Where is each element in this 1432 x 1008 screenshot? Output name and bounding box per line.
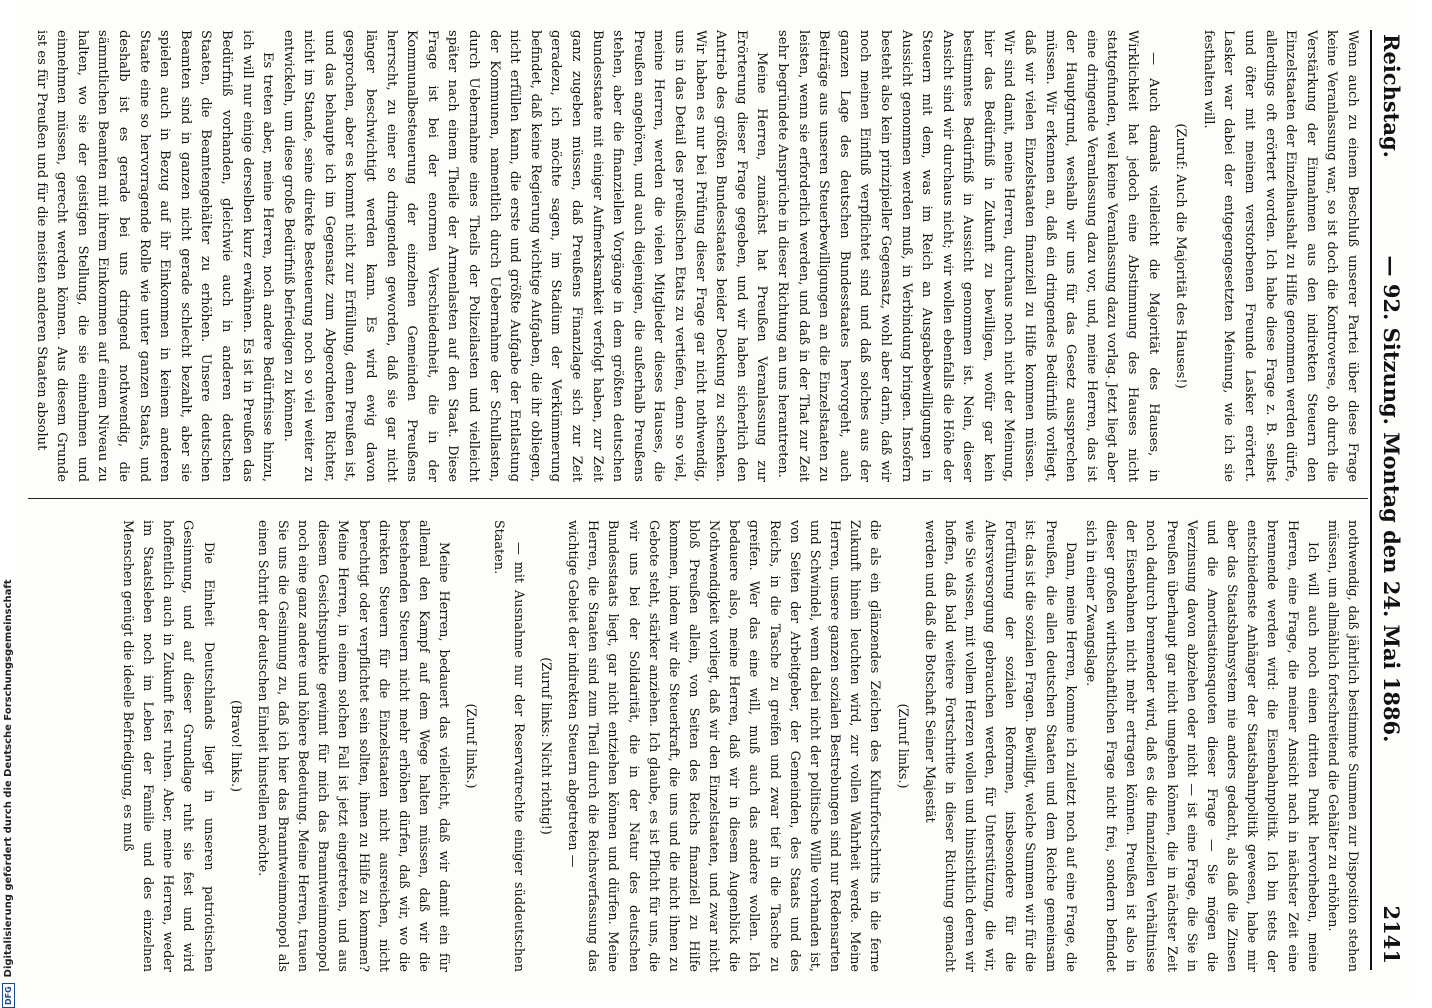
interjection: (Zuruf links: Nicht richtig!) (537, 657, 553, 835)
header-center: — 92. Sitzung. Montag den 24. Mai 1886. (1379, 255, 1404, 743)
interjection: (Zuruf links.) (463, 703, 479, 789)
interjection: (Bravo! links.) (227, 699, 243, 793)
page-number: 2141 (1379, 905, 1404, 964)
paragraph: nothwendig, daß jährlich bestimmte Summen zur Disposition stehen müssen, um allmählich fortschreitend die Gehälter zu erhöhen. (1324, 520, 1360, 972)
page-header (1374, 34, 1404, 964)
paragraph: — mit Ausnahme nur der Reservatrechte einiger süddeutschen Staaten. (490, 520, 526, 972)
header-rule (1370, 30, 1372, 970)
digitization-stamp (2, 12, 16, 1008)
paragraph: Dann, meine Herren, komme ich zuletzt noch auf eine Frage, die Preußen, die allen deutschen Staaten und dem Reiche gemeinsam ist: das ist die sozialen Fragen. Bewilligt, welche Summen wir für die Fortführung der sozialen Reformen, insbesondere für die Altersversorgung gebrauchen werden, für Unterstützung, die wir, wie Sie wissen, mit vollem Herzen wollen und hinsichtlich deren wir hoffen, daß bald weitere Fortschritte in dieser Richtung gemacht werden und daß die Botschaft Seiner Majestät (921, 520, 1078, 972)
header-left: Reichstag. (1379, 34, 1404, 158)
paragraph: — Auch damals vielleicht die Majorität des Hauses, in Wirklichkeit hat jedoch eine Abstimmung des Hauses nicht stattgefunden, weil keine Veranlassung dazu vorlag. Jetzt liegt aber eine dringende Veranlassung dazu vor, und, meine Herren, das ist der Hauptgrund, weshalb wir uns für das Gesetz aussprechen müssen. Wir erkennen an, daß ein dringendes Bedürfniß vorliegt, daß wir vielen Einzelstaaten finanziell zu Hilfe kommen müssen. Wir sind damit, meine Herren, durchaus noch nicht der Meinung, hier das Bedürfniß in Zukunft zu bewilligen, wofür gar kein bestimmtes Bedürfniß in Aussicht genommen ist. Nein, dieser Ansicht sind wir durchaus nicht; wir wollen ebenfalls die Höhe der Steuern mit dem, was im Reich an Ausgabebewilligungen in Aussicht genommen werden muß, in Verbindung bringen. Insofern besteht also kein prinzipieller Gegensatz, wohl aber darin, daß wir noch meinen Einfluß verpflichtet sind und daß solches aus der ganzen Lage des deutschen Bundesstaates hervorgeht, auch Beiträge aus unseren Steuerbewilligungen an die Einzelstaaten zu leisten, wenn sie erforderlich werden, und daß in der That zur Zeit sehr begründete Ansprüche in dieser Richtung an uns herantreten. (774, 30, 1161, 482)
paragraph: Die Einheit Deutschlands liegt in unseren patriotischen Gesinnung, und auf dieser Grundlage ruht sie fest und wird hoffentlich auch in Zukunft fest ruhen. Aber, meine Herren, weder im Staatsleben noch im Leben der Familie und des einzelnen Menschen genügt die ideelle Befriedigung, es muß (119, 520, 216, 972)
interjection: (Zuruf: Auch die Majorität des Hauses!) (1173, 123, 1189, 389)
paragraph: Es treten aber, meine Herren, noch andere Bedürfnisse hinzu, ich will nur einige derselben kurz erwähnen. Es ist in Preußen das Bedürfniß vorhanden, gleichwie auch in anderen deutschen Staaten, die Beamtengehälter zu erhöhen. Unsere deutschen Beamten sind in ganzen nicht gerade schlecht bezahlt, aber sie spielen auch in Bezug auf ihr Einkommen in keinem anderen Staate eine so hervorragende Rolle wie unter ganzen Staats, und deshalb ist es gerade bei uns dringend nothwendig, die sämmtlichen Beamten mit ihrem Einkommen auf einem Niveau zu halten, wo sie der geistigen Stellung, die sie einnehmen und einnehmen müssen, gerecht werden können. Aus diesem Grunde ist es für Preußen und für die meisten anderen Staaten absolut (33, 30, 276, 482)
interjection: (Zuruf links.) (894, 703, 910, 789)
paragraph: Ich will auch noch einen dritten Punkt hervorheben, meine Herren, eine Frage, die meiner Ansicht nach in nächster Zeit eine brennende werden wird: die Eisenbahnpolitik. Ich bin stets der entschiedenste Anhänger der Staatsbahnpolitik gewesen, habe mir aber das Staatsbahnsystem nie anders gedacht, als daß die Zinsen und die Amortisationsquoten dieser Frage — Sie mögen die Verzinsung davon abziehen oder nicht — ist eine Frage, die Sie in Preußen überhaupt gar nicht umgehen können, die in nächster Zeit noch dadurch brennender wird, daß es die finanziellen Verhältnisse der Eisenbahnen nicht mehr ertragen können. Preußen ist also in dieser großen wirthschaftlichen Frage nicht frei, sondern befindet sich in einer Zwangslage. (1082, 520, 1320, 972)
dfg-logo-icon: DFG (2, 983, 15, 1008)
paragraph: Wenn auch zu einem Beschluß unserer Partei über diese Frage keine Veranlassung war, so ist doch die Kontroverse, ob durch die Verstärkung der Einnahmen aus den indirekten Steuern den Einzelstaaten der Einzelhaushalt zu Hilfe genommen werden dürfe, allerdings oft erörtert worden. Ich habe diese Frage z. B. selbst und öfter mit meinem verstorbenen Freunde Lasker erörtert. Lasker war dabei der entgegengesetzten Meinung, wie ich sie festhalten will. (1200, 30, 1360, 482)
left-column (30, 30, 1362, 482)
column-divider (28, 498, 1368, 499)
paragraph: Meine Herren, zunächst hat Preußen Veranlassung zur Erörterung dieser Frage gegeben, und wir haben sicherlich den Antrieb des größten Bundesstaates beider Deckung zu schenken. Wir haben es nur bei Prüfung dieser Frage gar nicht nothwendig, uns in das Detail des preußischen Etats zu vertiefen, denn so viel, meine Herren, werden die vielen Mitglieder dieses Hauses, die Preußen angehören, und auch diejenigen, die außerhalb Preußens stehen, aber die finanziellen Vorgänge in dem größten deutschen Bundesstaate mit einiger Aufmerksamkeit verfolgt haben, zur Zeit ganz zugeben müssen, daß Preußens Finanzlage sich zur Zeit geradezu, ich möchte sagen, im Stadium der Verkümmerung befindet, daß keine Regierung wichtige Aufgaben, die ihr obliegen, nicht erfüllen kann, die erste und größte Aufgabe der Entlastung der Kommunen, namentlich durch Uebernahme der Schullasten, durch Uebernahme eines Theils der Polizeilasten und vielleicht später nach einem Theile der Armenlasten auf den Staat. Diese Frage ist bei der enormen Verschiedenheit, die in der Kommunalbesteuerung der einzelnen Gemeinden Preußens herrscht, zu einer so dringenden geworden, daß sie gar nicht länger beschwichtigt werden kann. Es wird ewig davon gesprochen, aber es kommt nicht zur Erfüllung, denn Preußen ist, und das behaupte ich im Gegensatz zum Abgeordneten Richter, nicht im Stande, seine direkte Besteuerung noch so viel weiter zu entwickeln, um diese große Bedürfniß befriedigen zu können. (280, 30, 770, 482)
document-page (16, 0, 1416, 1000)
paragraph: die als ein glänzendes Zeichen des Kulturfortschritts in die ferne Zukunft hinein leuchten wird, zur vollen Wahrheit werde. Meine Herren, unsere ganzen sozialen Bestrebungen sind nur Redensarten und Schwindel, wenn dabei nicht der politische Wille vorhanden ist, von Seiten der Arbeitgeber, der Gemeinden, des Staats und des Reichs, in die Tasche zu greifen und zwar tief in die Tasche zu greifen. Wer das eine will, muß auch das andere wollen. Ich bedauere also, meine Herren, daß wir in diesem Augenblick die Nothwendigkeit vorliegt, daß wir den Einzelstaaten, und zwar nicht bloß Preußen allein, von Seiten des Reichs finanziell zu Hilfe kommen, indem wir die Steuerkraft, die uns und die nicht ihnen zu Gebote steht, stärker anziehen. Ich glaube, es ist Pflicht für uns, die wir uns bei der Solidarität, die in der Natur des deutschen Bundesstaats liegt, gar nicht entziehen können und dürfen. Meine Herren, die Staaten sind zum Theil durch die Reichsverfassung das wichtige Gebiet der indirekten Steuern abgetreten — (565, 520, 883, 972)
paragraph: Meine Herren, bedauert das vielleicht, daß wir damit ein für allemal den Kampf auf dem Wege halten müssen, daß wir die bestehenden Steuern nicht mehr erhöhen dürfen, daß wir, wo die direkten Steuern für die Einzelstaaten nicht ausreichen, nicht berechtigt oder verpflichtet sein sollten, ihnen zu Hilfe zu kommen? Meine Herren, in einem solchen Fall ist jetzt eingetreten, und aus diesem Gesichtspunkte gewinnt für mich das Branntweinmonopol noch eine ganz andere und höhere Bedeutung. Meine Herren, trauen Sie uns die Gesinnung zu, daß ich hier das Branntweinmonopol als einen Schritt der deutschen Einheit hinstellen möchte. (254, 520, 452, 972)
right-column (117, 520, 1362, 972)
digitization-note: Digitalisierung gefördert durch die Deutsche Forschungsgemeinschaft (3, 579, 14, 978)
